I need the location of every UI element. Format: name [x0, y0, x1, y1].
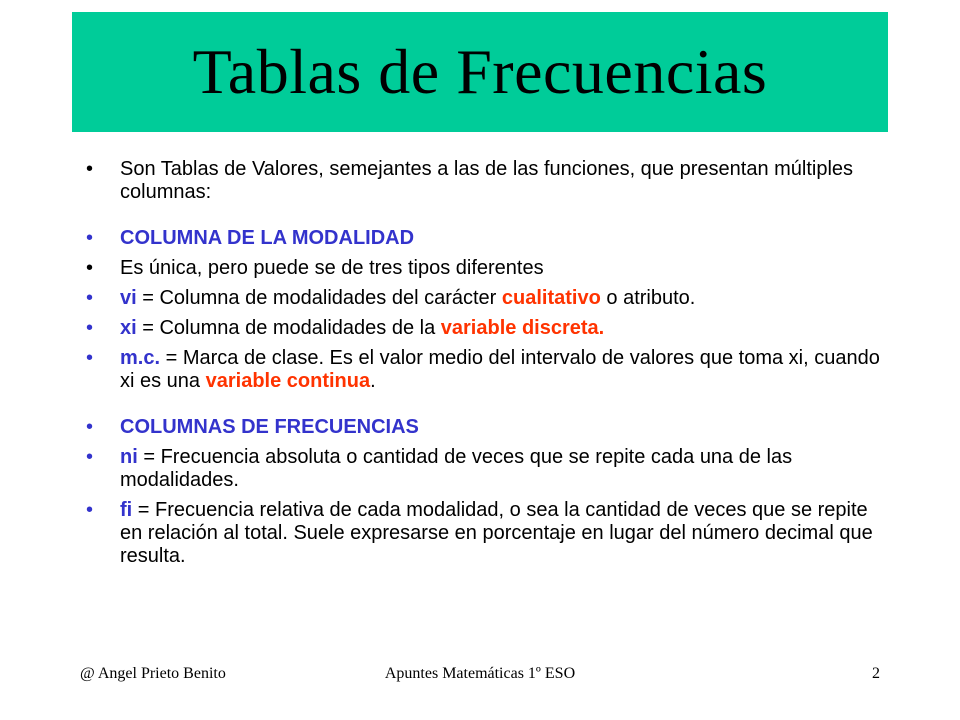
slide-title: Tablas de Frecuencias [192, 36, 768, 107]
footer-course: Apuntes Matemáticas 1º ESO [384, 665, 576, 682]
term-key: fi [120, 499, 133, 521]
bullet-icon: • [86, 317, 94, 339]
highlight-term: cualitativo [501, 287, 601, 309]
bullet-item-mc [86, 347, 886, 393]
bullet-list [86, 158, 886, 568]
bullet-icon: • [86, 227, 94, 249]
bullet-icon: • [86, 158, 94, 180]
term-key: ni [120, 446, 138, 468]
bullet-item-xi [86, 317, 886, 340]
bullet-text-end: o atributo. [600, 287, 696, 309]
section-heading: COLUMNAS DE FRECUENCIAS [120, 416, 419, 438]
bullet-item-vi [86, 287, 886, 310]
bullet-icon: • [86, 416, 94, 438]
bullet-icon: • [86, 257, 94, 279]
bullet-text: = Frecuencia relativa de cada modalidad, o sea la cantidad de veces que se repite en relación al total. Suele expresarse en porcentaje en lugar del número decimal que resulta. [120, 499, 873, 567]
title-bar [72, 12, 888, 132]
bullet-item-modalidad-heading [86, 227, 886, 250]
bullet-icon: • [86, 499, 94, 521]
bullet-text-end: . [370, 370, 376, 392]
bullet-item-tipos [86, 257, 886, 280]
term-key: xi [120, 317, 137, 339]
bullet-text: Son Tablas de Valores, semejantes a las de las funciones, que presentan múltiples columnas: [120, 158, 854, 203]
footer-page-number: 2 [872, 665, 880, 682]
bullet-item-intro [86, 158, 886, 204]
bullet-text: = Columna de modalidades de la [136, 317, 441, 339]
bullet-text: = Columna de modalidades del carácter [136, 287, 502, 309]
bullet-text: Es única, pero puede se de tres tipos diferentes [120, 257, 544, 279]
term-key: m.c. [120, 347, 161, 369]
bullet-icon: • [86, 287, 94, 309]
bullet-icon: • [86, 347, 94, 369]
footer-author: @ Angel Prieto Benito [80, 665, 226, 682]
section-heading: COLUMNA DE LA MODALIDAD [120, 227, 415, 249]
highlight-term: variable continua [205, 370, 371, 392]
bullet-icon: • [86, 446, 94, 468]
bullet-item-ni [86, 446, 886, 492]
term-key: vi [120, 287, 137, 309]
highlight-term: variable discreta. [440, 317, 605, 339]
bullet-text: = Marca de clase. Es el valor medio del intervalo de valores que toma xi, cuando xi es una [120, 347, 880, 392]
bullet-text: = Frecuencia absoluta o cantidad de veces que se repite cada una de las modalidades. [120, 446, 793, 491]
bullet-item-frecuencias-heading [86, 416, 886, 439]
bullet-item-fi [86, 499, 886, 568]
